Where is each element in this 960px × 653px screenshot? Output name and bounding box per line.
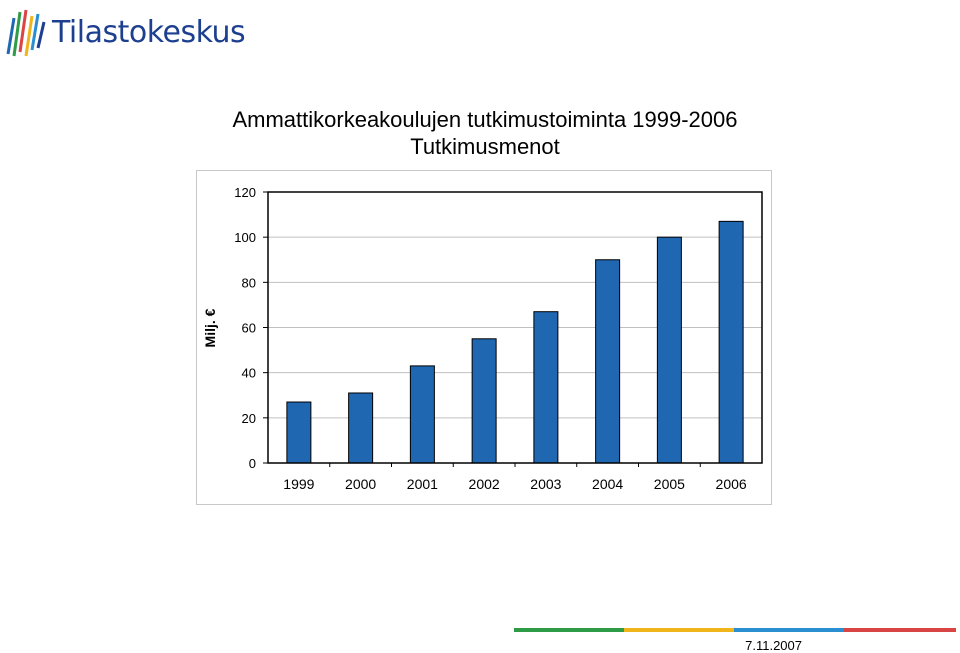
bar-2004 xyxy=(596,260,620,463)
x-tick-label-2003: 2003 xyxy=(530,476,562,492)
y-tick-label-100: 100 xyxy=(234,230,256,246)
y-tick-label-20: 20 xyxy=(241,410,256,426)
x-tick-label-1999: 1999 xyxy=(283,476,315,492)
y-tick-label-40: 40 xyxy=(241,365,256,381)
y-tick-label-120: 120 xyxy=(234,185,256,200)
chart-subtitle: Tutkimusmenot xyxy=(410,134,560,159)
chart-title: Ammattikorkeakoulujen tutkimustoiminta 1999-2006 xyxy=(232,107,738,132)
y-tick-label-0: 0 xyxy=(248,456,256,471)
x-tick-label-2001: 2001 xyxy=(406,476,438,492)
x-tick-label-2005: 2005 xyxy=(653,476,685,492)
bar-2000 xyxy=(349,393,373,463)
bar-1999 xyxy=(287,402,311,463)
footer-stripe-green xyxy=(514,628,624,632)
bar-2001 xyxy=(410,366,434,463)
y-axis-label: Milj. € xyxy=(202,308,218,348)
y-tick-label-80: 80 xyxy=(241,275,256,291)
y-tick-label-60: 60 xyxy=(241,320,256,336)
bar-2006 xyxy=(719,221,743,463)
footer-stripe-red xyxy=(844,628,956,632)
bar-2002 xyxy=(472,339,496,463)
footer-date: 7.11.2007 xyxy=(745,638,802,653)
x-tick-label-2000: 2000 xyxy=(345,476,377,492)
x-tick-label-2004: 2004 xyxy=(592,476,624,492)
logo-text: Tilastokeskus xyxy=(52,14,246,50)
footer-stripe-yellow xyxy=(624,628,734,632)
footer-stripe-blue xyxy=(734,628,844,632)
x-tick-label-2006: 2006 xyxy=(715,476,747,492)
bar-2003 xyxy=(534,312,558,463)
x-tick-label-2002: 2002 xyxy=(468,476,500,492)
bar-2005 xyxy=(657,237,681,463)
